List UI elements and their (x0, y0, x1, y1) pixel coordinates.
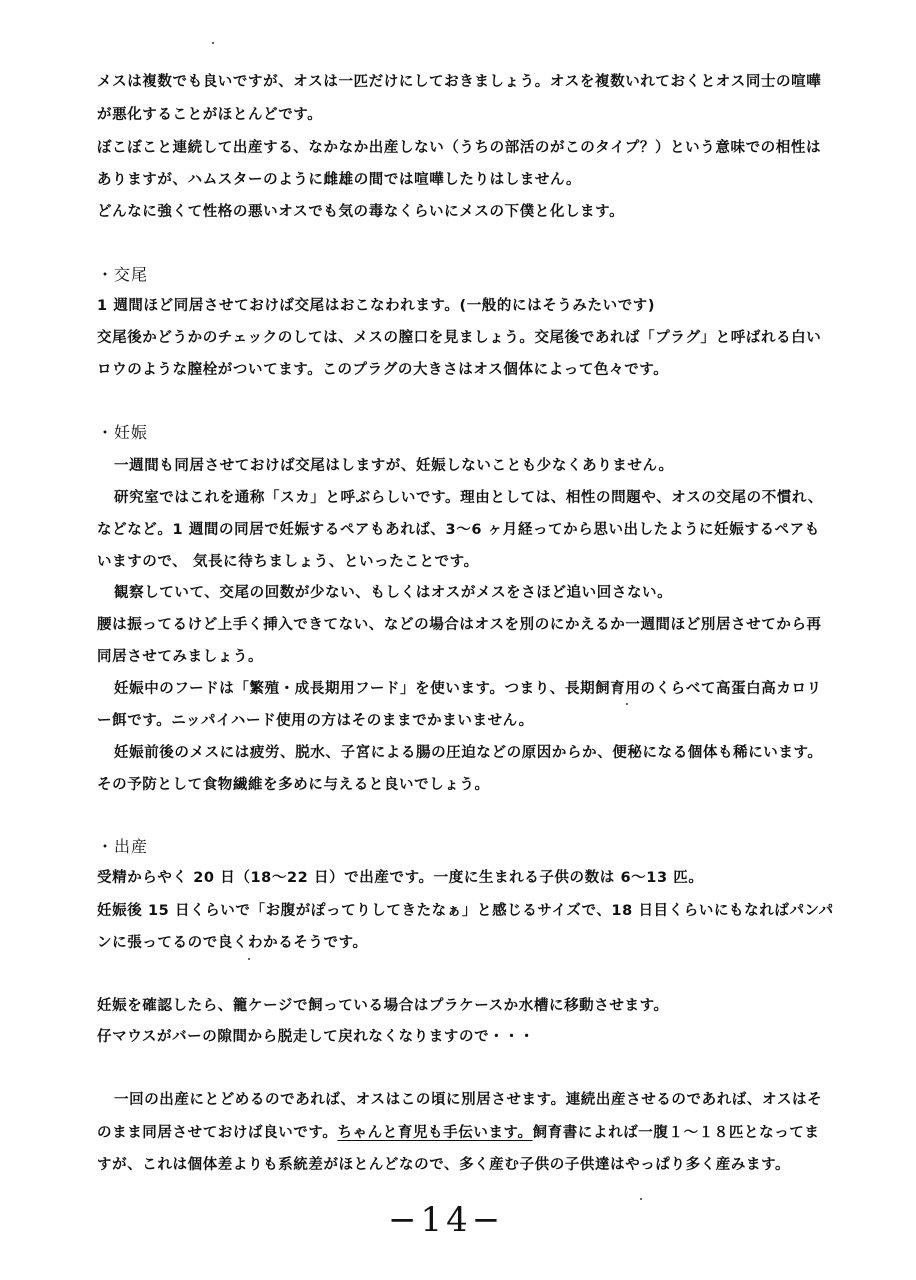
birth-line-7 (97, 1121, 820, 1142)
mating-line-2: 交尾後かどうかのチェックのしては、メスの膣口を見ましょう。交尾後であれば「プラグ」と呼ばれる白い (97, 330, 822, 346)
mating-line-3: ロウのような膣栓がついてます。このプラグの大きさはオス個体によって色々です。 (97, 362, 669, 378)
scan-speck (212, 42, 214, 44)
pregnancy-line-5: 観察していて、交尾の回数が少ない、もしくはオスがメスをさほど追い回さない。 (114, 585, 673, 601)
birth-line-7-start: のまま同居させておけば良いです。 (97, 1125, 338, 1141)
pregnancy-line-11: その予防として食物繊維を多めに与えると良いでしょう。 (97, 777, 490, 793)
pregnancy-line-9: ー餌です。ニッパイハード使用の方はそのままでかまいません。 (97, 713, 534, 729)
intro-line-3: ぼこぼこと連続して出産する、なかなか出産しない（うちの部活のがこのタイプ？）という意味での相性は (97, 140, 822, 156)
underlined-phrase: ちゃんと育児も手伝います。 (337, 1125, 533, 1141)
page-number: −14− (388, 1200, 505, 1240)
pregnancy-line-7: 同居させてみましょう。 (97, 649, 264, 665)
pregnancy-line-3: などなど。1 週間の同居で妊娠するペアもあれば、3～6 ヶ月経ってから思い出したように妊娠するペアも (97, 522, 820, 538)
birth-line-7-end: 飼育書によれば一腹１～１８匹となってま (532, 1125, 820, 1141)
birth-line-8: すが、これは個体差よりも系統差がほとんどなので、多く産む子供の子供達はやっぱり多く産みます。 (97, 1157, 791, 1173)
pregnancy-line-1: 一週間も同居させておけば交尾はしますが、妊娠しないことも少なくありません。 (114, 458, 674, 474)
intro-line-5: どんなに強くて性格の悪いオスでも気の毒なくらいにメスの下僕と化します。 (97, 204, 625, 220)
intro-line-1: メスは複数でも良いですが、オスは一匹だけにしておきましょう。オスを複数いれておくとオス同士の喧嘩 (97, 74, 822, 90)
section-heading-pregnancy: ・妊娠 (97, 423, 149, 442)
scan-speck (640, 1198, 642, 1200)
pregnancy-line-4: いますので、 気長に待ちましょう、といったことです。 (97, 554, 479, 570)
birth-line-1: 受精からやく 20 日（18～22 日）で出産です。一度に生まれる子供の数は 6～13 匹。 (97, 870, 704, 886)
pregnancy-line-6: 腰は振ってるけど上手く挿入できてない、などの場合はオスを別のにかえるか一週間ほど別居させてから再 (97, 617, 822, 633)
pregnancy-line-2: 研究室ではこれを通称「スカ」と呼ぶらしいです。理由としては、相性の問題や、オスの交尾の不慣れ、 (114, 490, 823, 506)
intro-line-2: が悪化することがほとんどです。 (97, 107, 323, 123)
birth-line-3: ンに張ってるので良くわかるそうです。 (97, 935, 368, 951)
section-heading-mating: ・交尾 (97, 265, 149, 284)
section-heading-birth: ・出産 (97, 837, 149, 856)
pregnancy-line-10: 妊娠前後のメスには疲労、脱水、子宮による腸の圧迫などの原因からか、便秘になる個体も稀にいます。 (114, 745, 823, 761)
birth-line-4: 妊娠を確認したら、籠ケージで飼っている場合はプラケースか水槽に移動させます。 (97, 998, 669, 1014)
birth-line-5: 仔マウスがバーの隙間から脱走して戻れなくなりますので・・・ (97, 1029, 535, 1045)
scan-speck (626, 703, 628, 705)
birth-line-2: 妊娠後 15 日くらいで「お腹がぽってりしてきたなぁ」と感じるサイズで、18 日目くらいにもなればパンパ (97, 903, 834, 919)
pregnancy-line-8: 妊娠中のフードは「繁殖・成長期用フード」を使います。つまり、長期飼育用のくらべて高蛋白高カロリ (114, 681, 822, 697)
intro-line-4: ありますが、ハムスターのように雌雄の間では喧嘩したりはしません。 (97, 172, 582, 188)
birth-line-6: 一回の出産にとどめるのであれば、オスはこの頃に別居させます。連続出産させるのであれば、オスはそ (114, 1092, 823, 1108)
mating-line-1: 1 週間ほど同居させておけば交尾はおこなわれます。(一般的にはそうみたいです) (97, 298, 656, 314)
scan-speck (248, 958, 250, 960)
